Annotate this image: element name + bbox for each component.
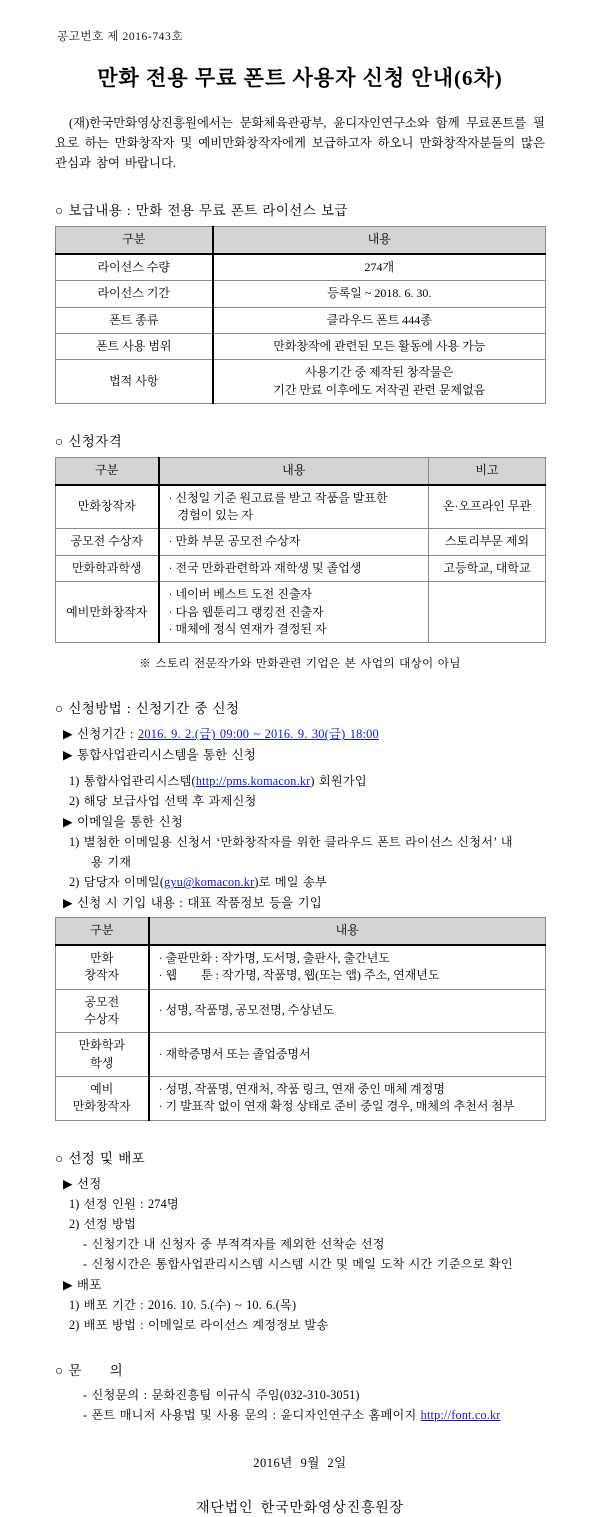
cell-content [149, 989, 546, 1033]
bullet-item: · 출판만화 : 작가명, 도서명, 출판사, 출간년도 [159, 950, 540, 967]
section-heading-eligibility: ○ 신청자격 [55, 434, 123, 450]
selection-method-detail-2: - 신청시간은 통합사업관리시스템 시스템 시간 및 메일 도착 시간 기준으로 확인 [83, 1256, 513, 1271]
cell-label: 예비만화창작자 [56, 582, 159, 643]
apply-period-line [63, 724, 545, 742]
contact-email-link[interactable]: gyu@komacon.kr [164, 875, 255, 890]
eligibility-table [55, 457, 546, 643]
application-info-table [55, 917, 546, 1121]
cell-label: 공모전 수상자 [56, 529, 159, 555]
cell-label [56, 1077, 149, 1121]
bullet-item: · 성명, 작품명, 연재처, 작품 링크, 연재 중인 매체 계정명 [159, 1081, 540, 1098]
inquiry-font-manager [83, 1406, 545, 1423]
section-heading-inquiry: ○ 문 의 [55, 1362, 124, 1378]
email-step-1-line2: 용 기재 [91, 855, 132, 870]
table-row [56, 254, 546, 281]
table-header-row [56, 227, 546, 254]
section-heading-selection: ○ 선정 및 배포 [55, 1150, 146, 1166]
bullet-item: · 재학증명서 또는 졸업증명서 [159, 1046, 540, 1063]
signature-organization: 재단법인 한국만화영상진흥원장 [196, 1500, 404, 1516]
bullet-item: · 성명, 작품명, 공모전명, 수상년도 [159, 1002, 540, 1019]
table-row [56, 1033, 546, 1077]
cell-label-line: 만화창작자 [72, 1099, 131, 1114]
bullet-item-continuation: 경험이 있는 자 [177, 507, 254, 522]
supply-table [55, 226, 546, 404]
section-heading-apply: ○ 신청방법 : 신청기간 중 신청 [55, 701, 240, 717]
selection-count: 1) 선정 인원 : 274명 [69, 1196, 179, 1211]
table-row [56, 945, 546, 989]
apply-via-email-heading: ▶ 이메일을 통한 신청 [63, 815, 183, 830]
section-heading-supply: ○ 보급내용 : 만화 전용 무료 폰트 라이선스 보급 [55, 203, 348, 219]
column-header-content: 내용 [159, 458, 429, 485]
cell-label-line: 만화학과 [78, 1038, 125, 1053]
bullet-item: · 기 발표작 없이 연재 확정 상태로 준비 중일 경우, 매체의 추천서 첨부 [159, 1098, 540, 1115]
table-header-row [56, 458, 546, 485]
bullet-item: · 매체에 정식 연재가 결정된 자 [169, 621, 423, 638]
cell-label-line: 학생 [90, 1055, 114, 1070]
email-step-2-post: )로 메일 송부 [254, 875, 327, 890]
table-row [56, 555, 546, 581]
apply-via-pms-heading: ▶ 통합사업관리시스템을 통한 신청 [63, 748, 256, 763]
pms-step-2: 2) 해당 보급사업 선택 후 과제신청 [69, 794, 257, 809]
cell-content [149, 1077, 546, 1121]
intro-paragraph: (재)한국만화영상진흥원에서는 문화체육관광부, 윤디자인연구소와 함께 무료폰트를 필요로 하는 만화창작자 및 예비만화창작자에게 보급하고자 하오니 만화창작자분들의 많은 관심과 참여 바랍니다. [55, 116, 545, 171]
bullet-item: · 웹 툰 : 작가명, 작품명, 웹(또는 앱) 주소, 연재년도 [159, 967, 540, 984]
cell-label [56, 945, 149, 989]
table-row [56, 1077, 546, 1121]
cell-content [159, 582, 429, 643]
cell-content [159, 555, 429, 581]
table-header-row [56, 918, 546, 945]
spacer [55, 763, 545, 769]
cell-label: 라이선스 수량 [56, 254, 213, 281]
column-header-category: 구분 [56, 458, 159, 485]
doc-number: 공고번호 제 2016-743호 [57, 31, 184, 43]
inquiry-font-manager-text: - 폰트 매니저 사용법 및 사용 문의 : 윤디자인연구소 홈페이지 [83, 1407, 421, 1422]
email-step-1-line1: 1) 별첨한 이메일용 신청서 ‘만화창작자를 위한 클라우드 폰트 라이선스 신청서’ 내 [69, 835, 513, 850]
selection-method: 2) 선정 방법 [69, 1216, 136, 1231]
page-title: 만화 전용 무료 폰트 사용자 신청 안내(6차) [97, 66, 503, 90]
cell-label-line: 공모전 [84, 994, 120, 1009]
cell-label-line: 예비 [90, 1082, 114, 1097]
column-header-content: 내용 [149, 918, 546, 945]
cell-value-line: 기간 만료 이후에도 저작권 관련 문제없음 [273, 382, 486, 397]
cell-label: 라이선스 기간 [56, 281, 213, 307]
bullet-item: · 신청일 기준 원고료를 받고 작품을 발표한 [169, 490, 423, 507]
cell-value: 274개 [213, 254, 546, 281]
cell-label-line: 창작자 [84, 968, 120, 983]
table-row [56, 529, 546, 555]
email-step-2-pre: 2) 담당자 이메일( [69, 875, 165, 890]
table-row [56, 281, 546, 307]
cell-label-line: 수상자 [84, 1011, 120, 1026]
font-website-link[interactable]: http://font.co.kr [420, 1407, 501, 1422]
table-row [56, 485, 546, 529]
apply-period-value[interactable]: 2016. 9. 2.(금) 09:00 ~ 2016. 9. 30(금) 18:00 [137, 727, 379, 742]
cell-content [149, 1033, 546, 1077]
distribution-method: 2) 배포 방법 : 이메일로 라이선스 계정정보 발송 [69, 1317, 329, 1332]
cell-value-line: 사용기간 중 제작된 창작물은 [305, 365, 454, 380]
cell-note [429, 582, 546, 643]
cell-note: 스토리부문 제외 [429, 529, 546, 555]
cell-label: 폰트 사용 범위 [56, 334, 213, 360]
cell-label: 폰트 종류 [56, 307, 213, 333]
column-header-note: 비고 [429, 458, 546, 485]
cell-note: 온·오프라인 무관 [429, 485, 546, 529]
table-row [56, 582, 546, 643]
selection-subheading: ▶ 선정 [63, 1176, 102, 1191]
cell-value: 만화창작에 관련된 모든 활동에 사용 가능 [213, 334, 546, 360]
cell-label: 만화학과학생 [56, 555, 159, 581]
bullet-item: · 네이버 베스트 도전 진출자 [169, 586, 423, 603]
bullet-item: · 전국 만화관련학과 재학생 및 졸업생 [169, 560, 423, 577]
table-row [56, 989, 546, 1033]
inquiry-application: - 신청문의 : 문화진흥팀 이규식 주임(032-310-3051) [83, 1387, 360, 1402]
cell-content [159, 485, 429, 529]
signature-date: 2016년 9월 2일 [253, 1455, 347, 1470]
table-row [56, 334, 546, 360]
email-step-2 [69, 873, 545, 890]
pms-step-1 [69, 772, 545, 789]
bullet-item: · 만화 부문 공모전 수상자 [169, 533, 423, 550]
pms-url-link[interactable]: http://pms.komacon.kr [195, 774, 311, 789]
bullet-item: · 다음 웹툰리그 랭킹전 진출자 [169, 604, 423, 621]
cell-value: 클라우드 폰트 444종 [213, 307, 546, 333]
eligibility-note: ※ 스토리 전문작가와 만화관련 기업은 본 사업의 대상이 아님 [139, 657, 461, 671]
distribution-subheading: ▶ 배포 [63, 1277, 102, 1292]
cell-label: 법적 사항 [56, 360, 213, 404]
pms-step-1-post: ) 회원가입 [310, 774, 367, 789]
table-row [56, 360, 546, 404]
cell-value: 등록일 ~ 2018. 6. 30. [213, 281, 546, 307]
cell-value [213, 360, 546, 404]
apply-fill-heading: ▶ 신청 시 기입 내용 : 대표 작품정보 등을 기입 [63, 896, 322, 911]
cell-note: 고등학교, 대학교 [429, 555, 546, 581]
apply-period-label: ▶ 신청기간 : [63, 727, 138, 742]
cell-label-line: 만화 [90, 950, 114, 965]
cell-content [149, 945, 546, 989]
cell-label [56, 1033, 149, 1077]
cell-content [159, 529, 429, 555]
table-row [56, 307, 546, 333]
cell-label [56, 989, 149, 1033]
cell-label: 만화창작자 [56, 485, 159, 529]
distribution-period: 1) 배포 기간 : 2016. 10. 5.(수) ~ 10. 6.(목) [69, 1297, 297, 1312]
column-header-content: 내용 [213, 227, 546, 254]
column-header-category: 구분 [56, 227, 213, 254]
selection-method-detail-1: - 신청기간 내 신청자 중 부적격자를 제외한 선착순 선정 [83, 1236, 385, 1251]
pms-step-1-pre: 1) 통합사업관리시스템( [69, 774, 196, 789]
column-header-category: 구분 [56, 918, 149, 945]
